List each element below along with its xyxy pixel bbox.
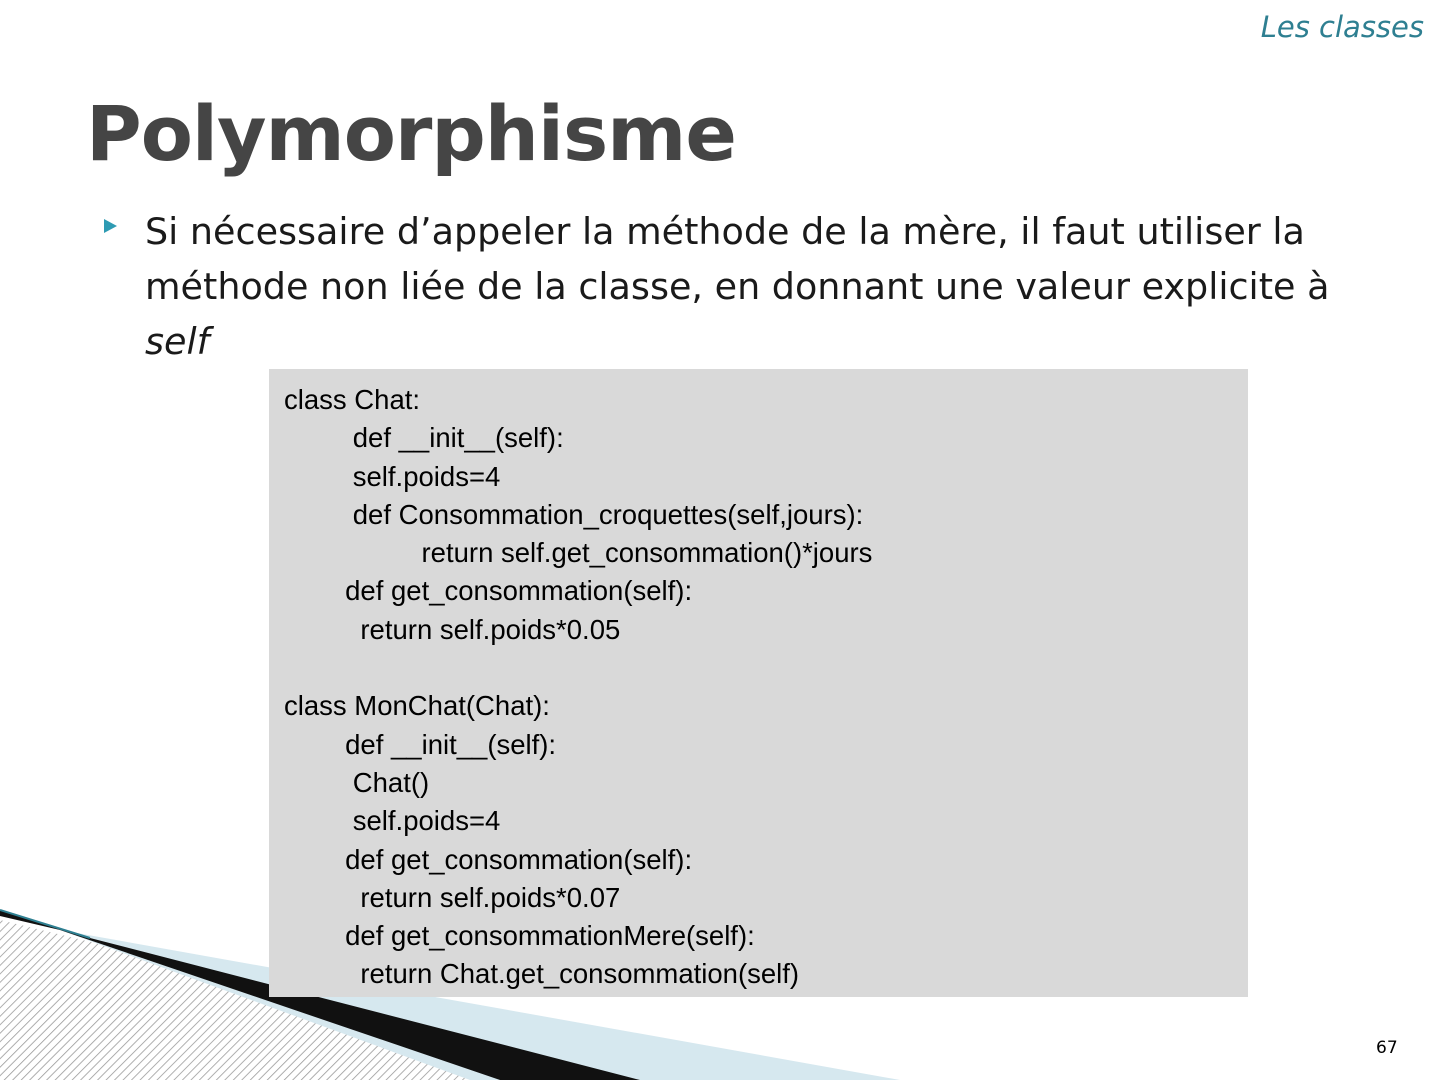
code-line: return Chat.get_consommation(self) bbox=[284, 958, 800, 990]
code-line: def get_consommation(self): bbox=[284, 843, 693, 875]
code-line: Chat() bbox=[284, 766, 430, 798]
code-line: def get_consommationMere(self): bbox=[284, 920, 755, 952]
code-line: def get_consommation(self): bbox=[284, 575, 693, 607]
code-line: class MonChat(Chat): bbox=[284, 690, 550, 722]
code-line: class Chat: bbox=[284, 384, 421, 415]
section-label: Les classes bbox=[1260, 10, 1424, 44]
code-line: def __init__(self): bbox=[284, 422, 564, 454]
code-block bbox=[269, 369, 1248, 997]
code-line: return self.get_consommation()*jours bbox=[284, 537, 873, 569]
bullet-text-body: Si nécessaire d’appeler la méthode de la mère, il faut utiliser la méthode non liée de la classe, en donnant une valeur explicite à bbox=[145, 210, 1330, 308]
bullet-text-emphasis: self bbox=[145, 320, 210, 363]
code-line: def Consommation_croquettes(self,jours): bbox=[284, 498, 864, 530]
code-line: return self.poids*0.07 bbox=[284, 881, 621, 913]
bullet-item bbox=[104, 204, 1334, 369]
triangle-bullet-icon bbox=[104, 219, 117, 233]
code-line: return self.poids*0.05 bbox=[284, 613, 621, 645]
code-line: self.poids=4 bbox=[284, 805, 501, 837]
bullet-text bbox=[145, 204, 1334, 369]
page-number: 67 bbox=[1376, 1038, 1398, 1058]
code-line: def __init__(self): bbox=[284, 728, 557, 760]
code-line: self.poids=4 bbox=[284, 460, 501, 492]
slide-title: Polymorphisme bbox=[86, 89, 736, 178]
code-line bbox=[284, 649, 1248, 687]
